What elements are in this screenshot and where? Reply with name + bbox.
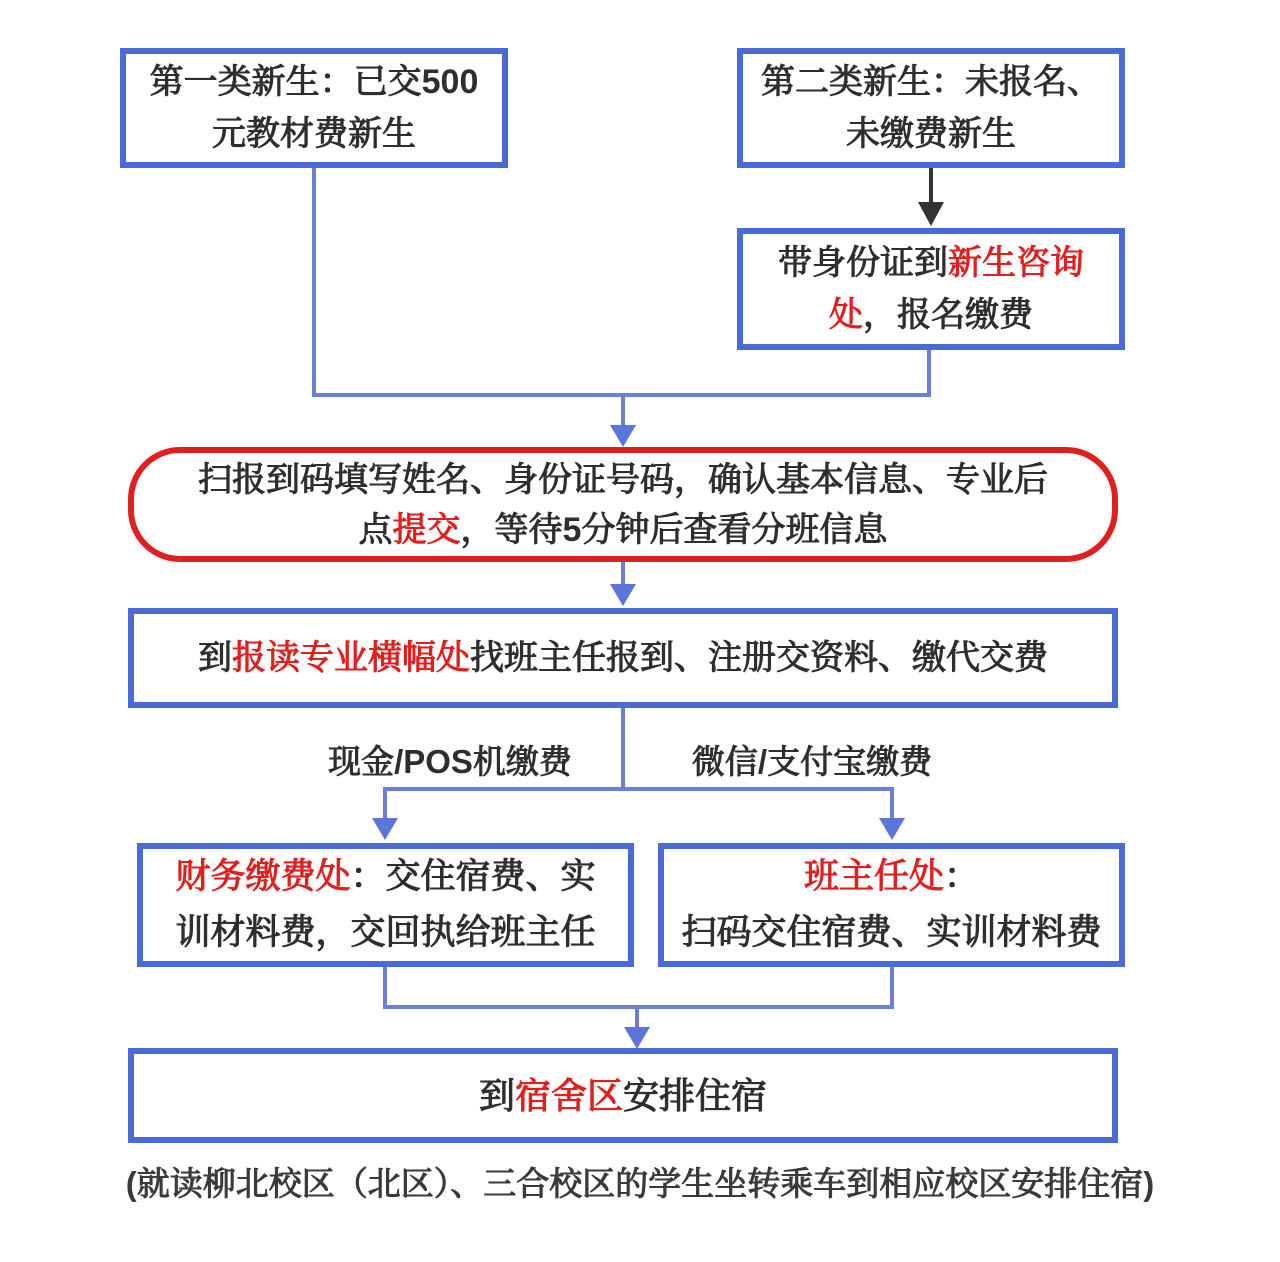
connector-to-scan [621,395,625,427]
node-type1-students [120,48,508,168]
node-dormitory [128,1048,1118,1143]
connector-branch-left [383,787,387,820]
arrowhead-down-icon [610,584,636,606]
node-teacher-text: 班主任处： 扫码交住宿费、实训材料费 [681,857,1102,952]
connector-teacher-down [890,967,894,1009]
connector-finance-down [383,967,387,1009]
connector-type2-to-consult [929,168,933,204]
arrowhead-down-icon [624,1027,650,1049]
branch-label-wechat-alipay: 微信/支付宝缴费 [691,743,933,780]
node-consult-text: 带身份证到新生咨询 处，报名缴费 [778,244,1084,334]
node-scan-text: 扫报到码填写姓名、身份证号码，确认基本信息、专业后 点提交，等待5分钟后查看分班信息 [198,460,1048,549]
branch-label-cash-pos: 现金/POS机缴费 [328,743,572,780]
node-banner-text: 到报读专业横幅处找班主任报到、注册交资料、缴代交费 [198,639,1048,677]
connector-consult-down [927,350,931,397]
node-finance-text: 财务缴费处：交住宿费、实 训材料费，交回执给班主任 [175,857,596,952]
node-consult-desk [737,228,1125,350]
node-scan-code [128,447,1118,562]
connector-banner-down [621,708,625,791]
node-banner-report [128,608,1118,708]
connector-branch-horizontal [383,787,894,791]
arrowhead-down-icon [610,425,636,447]
arrowhead-down-icon [372,818,398,840]
node-finance-desk [137,843,634,967]
node-teacher-desk [658,843,1125,967]
campus-transfer-caption: (就读柳北校区（北区）、三合校区的学生坐转乘车到相应校区安排住宿) [125,1165,1155,1202]
arrowhead-down-icon [918,202,944,226]
connector-type1-down [312,166,316,397]
node-dormitory-text: 到宿舍区安排住宿 [478,1074,768,1116]
node-type2-students [737,48,1125,168]
connector-branch-right [890,787,894,820]
arrowhead-down-icon [879,818,905,840]
node-type2-text: 第二类新生：未报名、 未缴费新生 [761,63,1101,153]
connector-scan-to-banner [621,562,625,586]
node-type1-text: 第一类新生：已交500 元教材费新生 [149,63,479,153]
connector-to-dorm [635,1009,639,1029]
